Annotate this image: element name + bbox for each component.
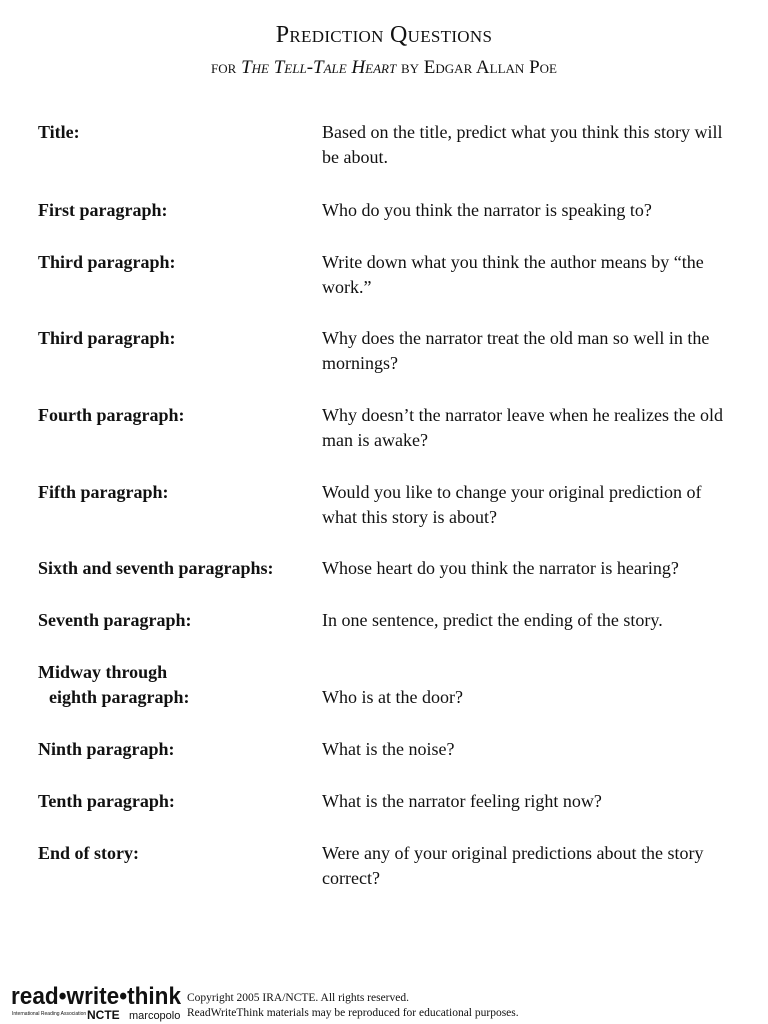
row-question: What is the noise? — [322, 739, 455, 759]
row-question: In one sentence, predict the ending of the story. — [322, 610, 663, 630]
row-label-line2: eighth paragraph: — [49, 687, 190, 707]
book-title: The Tell-Tale Heart — [241, 57, 397, 78]
row-label: Fourth paragraph: — [38, 405, 185, 425]
logo-ncte: NCTE — [87, 1008, 120, 1022]
row-label: Fifth paragraph: — [38, 482, 169, 502]
logo-marcopolo: marcopolo — [129, 1010, 181, 1022]
page-title: Prediction Questions — [275, 22, 493, 48]
row-question: Who is at the door? — [322, 687, 463, 707]
logo-ira: International Reading Association — [12, 1011, 87, 1017]
page-subtitle — [0, 57, 768, 79]
row-question: What is the narrator feeling right now? — [322, 791, 602, 811]
row-question: Were any of your original predictions about the story correct? — [322, 843, 704, 888]
row-question: Why does the narrator treat the old man so well in the mornings? — [322, 328, 710, 373]
logo-wordmark: read•write•think — [11, 983, 182, 1010]
readwritethink-logo — [11, 980, 183, 1022]
row-label-line1: Midway through — [38, 662, 168, 682]
row-label: Third paragraph: — [38, 252, 176, 272]
row-question: Why doesn’t the narrator leave when he realizes the old man is awake? — [322, 405, 724, 450]
subtitle-suffix: by Edgar Allan Poe — [396, 57, 557, 78]
row-question: Write down what you think the author means by “the work.” — [322, 252, 704, 297]
copyright-text: Copyright 2005 IRA/NCTE. All rights reserved. — [187, 992, 409, 1004]
row-label: Ninth paragraph: — [38, 739, 175, 759]
row-question: Based on the title, predict what you think this story will be about. — [322, 122, 723, 167]
row-label: Seventh paragraph: — [38, 610, 192, 630]
row-label: Tenth paragraph: — [38, 791, 175, 811]
row-question: Would you like to change your original prediction of what this story is about? — [322, 482, 702, 527]
row-label: Sixth and seventh paragraphs: — [38, 558, 274, 578]
footer-text — [187, 991, 519, 1021]
row-label: End of story: — [38, 843, 140, 863]
row-question: Whose heart do you think the narrator is hearing? — [322, 558, 679, 578]
row-label: First paragraph: — [38, 200, 168, 220]
row-label: Title: — [38, 122, 80, 142]
subtitle-prefix: for — [211, 57, 242, 78]
row-question: Who do you think the narrator is speaking to? — [322, 200, 652, 220]
reproduction-notice: ReadWriteThink materials may be reproduced for educational purposes. — [187, 1007, 519, 1019]
row-label — [38, 660, 313, 710]
row-label: Third paragraph: — [38, 328, 176, 348]
